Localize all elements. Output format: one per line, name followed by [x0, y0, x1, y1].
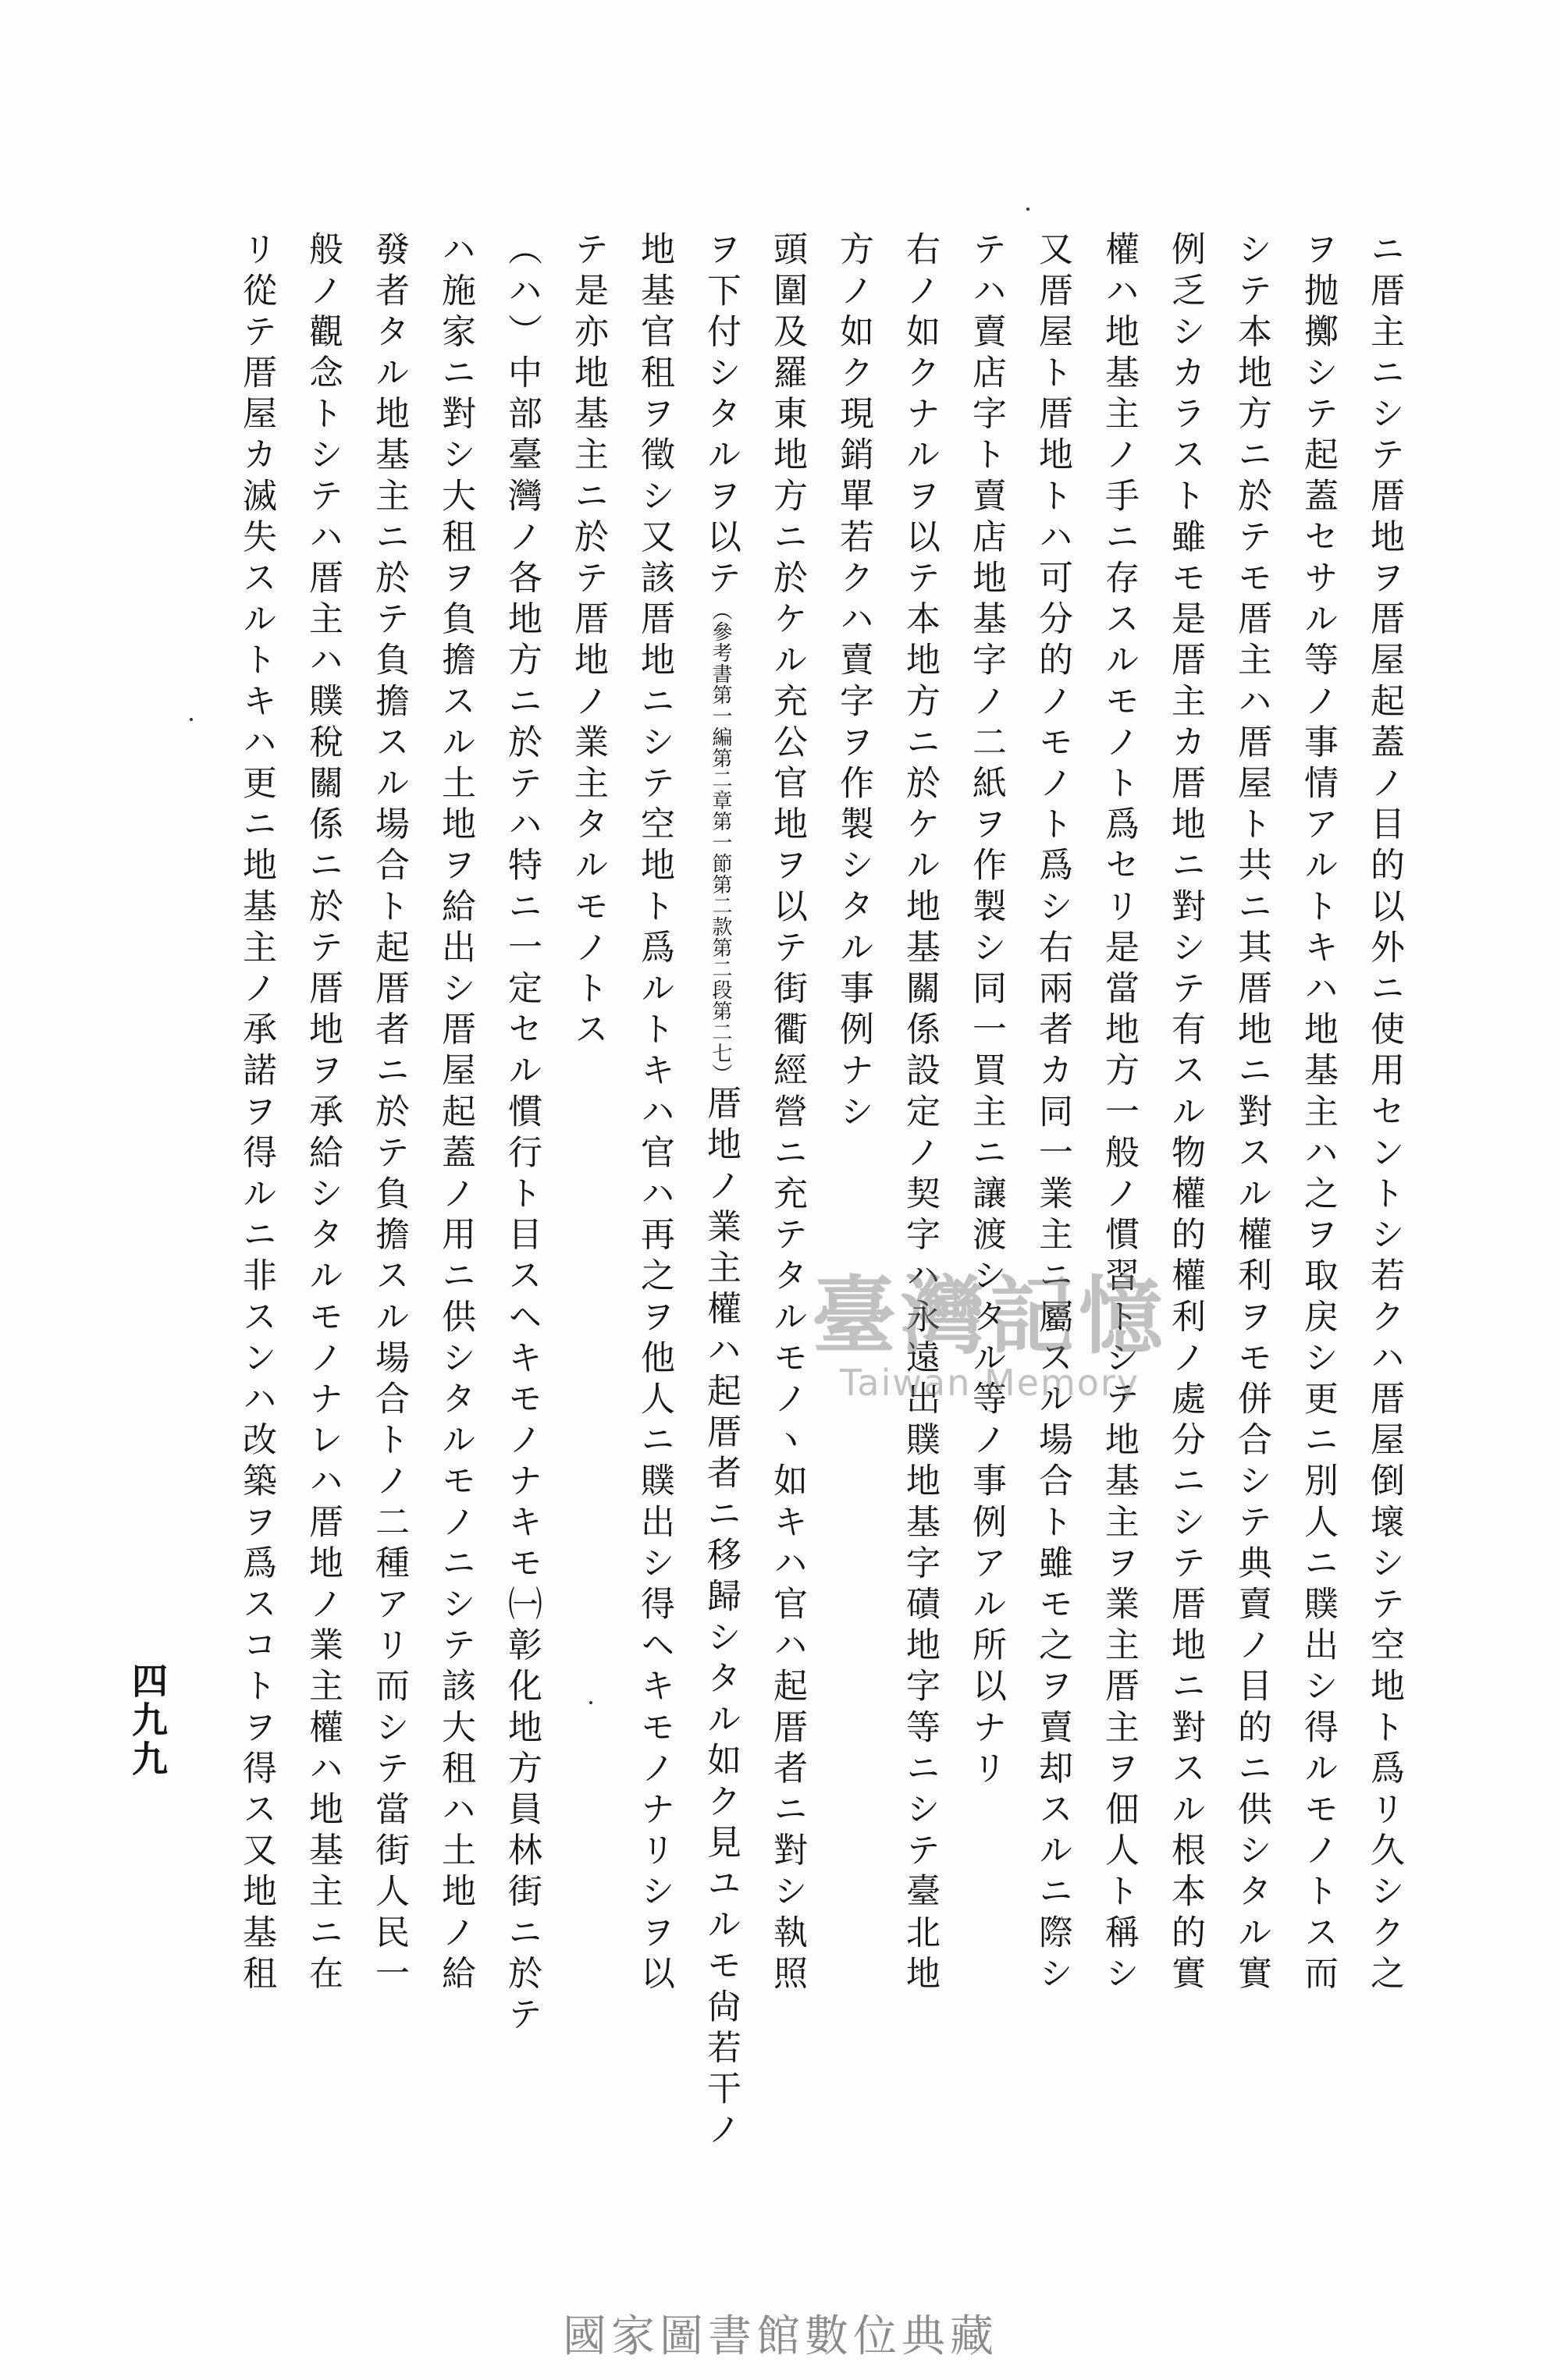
- text-column: [1086, 231, 1152, 2197]
- column-text: 般ノ觀念トシテハ厝主ハ贌稅關係ニ於テ厝地ヲ承給シタルモノナレハ厝地ノ業主權ハ地基主ニ在: [303, 231, 343, 1996]
- text-column: [422, 231, 489, 2197]
- text-column: [953, 231, 1019, 2197]
- print-speck: [1026, 208, 1029, 211]
- column-text: （ハ）中部臺灣ノ各地方ニ於テハ特ニ一定セル慣行ト目スヘキモノナキモ㈠彰化地方員林街ニ於テ: [502, 231, 542, 2037]
- column-text: ニ厝主ニシテ厝地ヲ厝屋起蓋ノ目的以外ニ使用セントシ若クハ厝屋倒壞シテ空地ト爲リ久シク之: [1364, 231, 1404, 1996]
- body-text: [184, 231, 1417, 2197]
- text-column: [1019, 231, 1086, 2197]
- text-column: [356, 231, 422, 2197]
- column-text: 例乏シカラスト雖モ是厝主カ厝地ニ對シテ有スル物權的權利ノ處分ニシテ厝地ニ對スル根本的實: [1165, 231, 1205, 1996]
- text-column: [1218, 231, 1285, 2197]
- column-text: ヲ抛擲シテ起蓋セサル等ノ事情アルトキハ地基主ハ之ヲ取戻シ更ニ別人ニ贌出シ得ルモノトス而: [1298, 231, 1338, 1996]
- column-text: リ從テ厝屋カ滅失スルトキハ更ニ地基主ノ承諾ヲ得ルニ非スンハ改築ヲ爲スコトヲ得ス又地基租: [236, 231, 276, 1996]
- text-column: [290, 231, 356, 2197]
- page-number: 四九九: [126, 1662, 169, 1779]
- text-column: [621, 231, 688, 2197]
- column-text: 右ノ如クナルヲ以テ本地方ニ於ケル地基關係設定ノ契字ハ永遠出贌地基字磧地字等ニシテ臺北地: [900, 231, 940, 1996]
- text-column: [1285, 231, 1351, 2197]
- column-text: テ是亦地基主ニ於テ厝地ノ業主タルモノトス: [568, 231, 608, 1052]
- column-text: 地基官租ヲ徵シ又該厝地ニシテ空地ト爲ルトキハ官ハ再之ヲ他人ニ贌出シ得ヘキモノナリシヲ以: [635, 231, 674, 1996]
- print-speck: [190, 718, 193, 721]
- text-column: [489, 231, 555, 2197]
- text-column: [754, 231, 820, 2197]
- column-text: シテ本地方ニ於テモ厝主ハ厝屋ト共ニ其厝地ニ對スル權利ヲモ併合シテ典賣ノ目的ニ供シタル實: [1232, 231, 1271, 1996]
- column-text: ヲ下付シタルヲ以テ: [701, 231, 741, 601]
- text-column: [555, 231, 621, 2197]
- reference-note: （參考書第一編第二章第一節第二款第二段第二七）: [709, 600, 732, 1085]
- column-text: 頭圍及羅東地方ニ於ケル充公官地ヲ以テ街衢經營ニ充テタルモノヽ如キハ官ハ起厝者ニ對シ執照: [767, 231, 807, 1996]
- column-text: 方ノ如ク現銷單若クハ賣字ヲ作製シタル事例ナシ: [834, 231, 873, 1135]
- text-column: [223, 231, 290, 2197]
- column-text: ハ施家ニ對シ大租ヲ負擔スル土地ヲ給出シ厝屋起蓋ノ用ニ供シタルモノニシテ該大租ハ土地ノ給: [436, 231, 475, 1996]
- footer-credit: 國家圖書館數位典藏: [563, 2311, 998, 2362]
- column-text: 權ハ地基主ノ手ニ存スルモノト爲セリ是當地方一般ノ慣習トシテ地基主ヲ業主厝主ヲ佃人ト稱シ: [1099, 231, 1139, 1996]
- text-column: [820, 231, 887, 2197]
- watermark-logo: [812, 1249, 1168, 1404]
- column-text: 又厝屋ト厝地トハ可分的ノモノト爲シ右兩者カ同一業主ニ屬スル場合ト雖モ之ヲ賣却スルニ際シ: [1033, 231, 1072, 1996]
- column-text: 發者タル地基主ニ於テ負擔スル場合ト起厝者ニ於テ負擔スル場合トノ二種アリ而シテ當街人民一: [369, 231, 409, 1996]
- column-text: 厝地ノ業主權ハ起厝者ニ移歸シタル如ク見ユルモ尙若干ノ: [701, 1085, 741, 2153]
- text-column: [688, 231, 754, 2197]
- text-column: [1152, 231, 1218, 2197]
- print-speck: [589, 1701, 592, 1704]
- text-column: [1351, 231, 1417, 2197]
- watermark-chinese: 臺灣記憶: [812, 1267, 1168, 1366]
- watermark-english: Taiwan Memory: [839, 1362, 1140, 1404]
- column-text: テハ賣店字ト賣店地基字ノ二紙ヲ作製シ同一買主ニ讓渡シタル等ノ事例アル所以ナリ: [966, 231, 1006, 1791]
- text-column: [887, 231, 953, 2197]
